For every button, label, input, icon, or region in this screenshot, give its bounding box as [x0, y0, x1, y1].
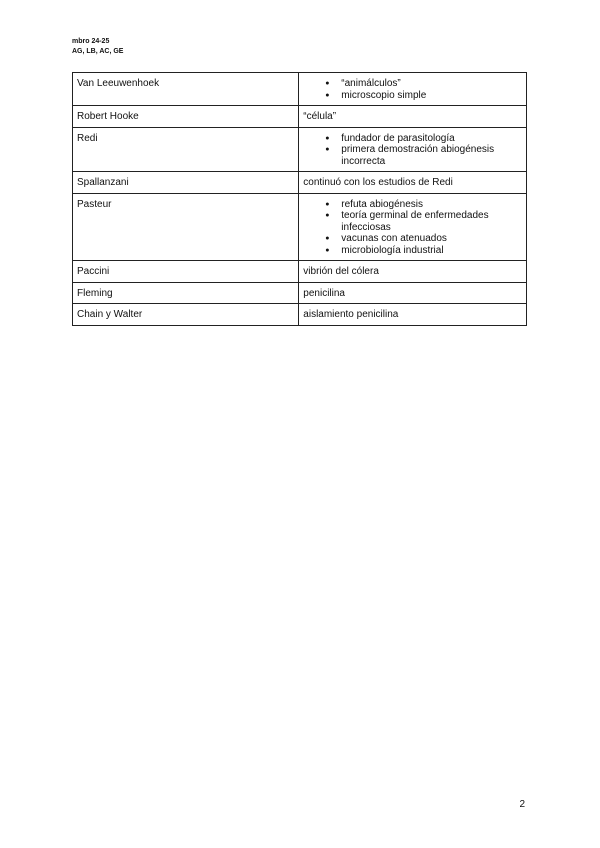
- table-row: [73, 193, 527, 261]
- contribution-cell: [299, 73, 527, 106]
- scientist-name: Pasteur: [73, 193, 299, 261]
- contribution-cell: [299, 127, 527, 172]
- contribution-text: penicilina: [299, 282, 527, 304]
- scientist-name: Spallanzani: [73, 172, 299, 194]
- header-line-2: AG, LB, AC, GE: [72, 48, 124, 55]
- contribution-text: aislamiento penicilina: [299, 304, 527, 326]
- contribution-list: [303, 78, 522, 101]
- list-item: ● vacunas con atenuados: [341, 233, 522, 245]
- list-item: ● teoría germinal de enfermedades infecciosas: [341, 210, 522, 233]
- scientist-name: Fleming: [73, 282, 299, 304]
- table-row: [73, 304, 527, 326]
- scientist-name: Chain y Walter: [73, 304, 299, 326]
- contribution-text: continuó con los estudios de Redi: [299, 172, 527, 194]
- table-row: [73, 73, 527, 106]
- scientist-name: Robert Hooke: [73, 106, 299, 128]
- list-item: ● fundador de parasitología: [341, 133, 522, 145]
- scientists-table: [72, 72, 527, 326]
- list-item: ● microbiología industrial: [341, 245, 522, 257]
- contribution-text: “célula”: [299, 106, 527, 128]
- table-row: [73, 172, 527, 194]
- list-item: ● refuta abiogénesis: [341, 199, 522, 211]
- scientist-name: Redi: [73, 127, 299, 172]
- table-row: [73, 127, 527, 172]
- table-row: [73, 282, 527, 304]
- list-item: ● primera demostración abiogénesis incorrecta: [341, 144, 522, 167]
- document-header: [72, 37, 123, 57]
- contribution-text: vibrión del cólera: [299, 261, 527, 283]
- page-number: 2: [519, 799, 525, 810]
- scientist-name: Van Leeuwenhoek: [73, 73, 299, 106]
- list-item: ● “animálculos”: [341, 78, 522, 90]
- contribution-list: [303, 199, 522, 257]
- list-item: ● microscopio simple: [341, 90, 522, 102]
- table-row: [73, 261, 527, 283]
- header-line-1: mbro 24-25: [72, 38, 110, 45]
- scientist-name: Paccini: [73, 261, 299, 283]
- table-row: [73, 106, 527, 128]
- contribution-list: [303, 133, 522, 168]
- contribution-cell: [299, 193, 527, 261]
